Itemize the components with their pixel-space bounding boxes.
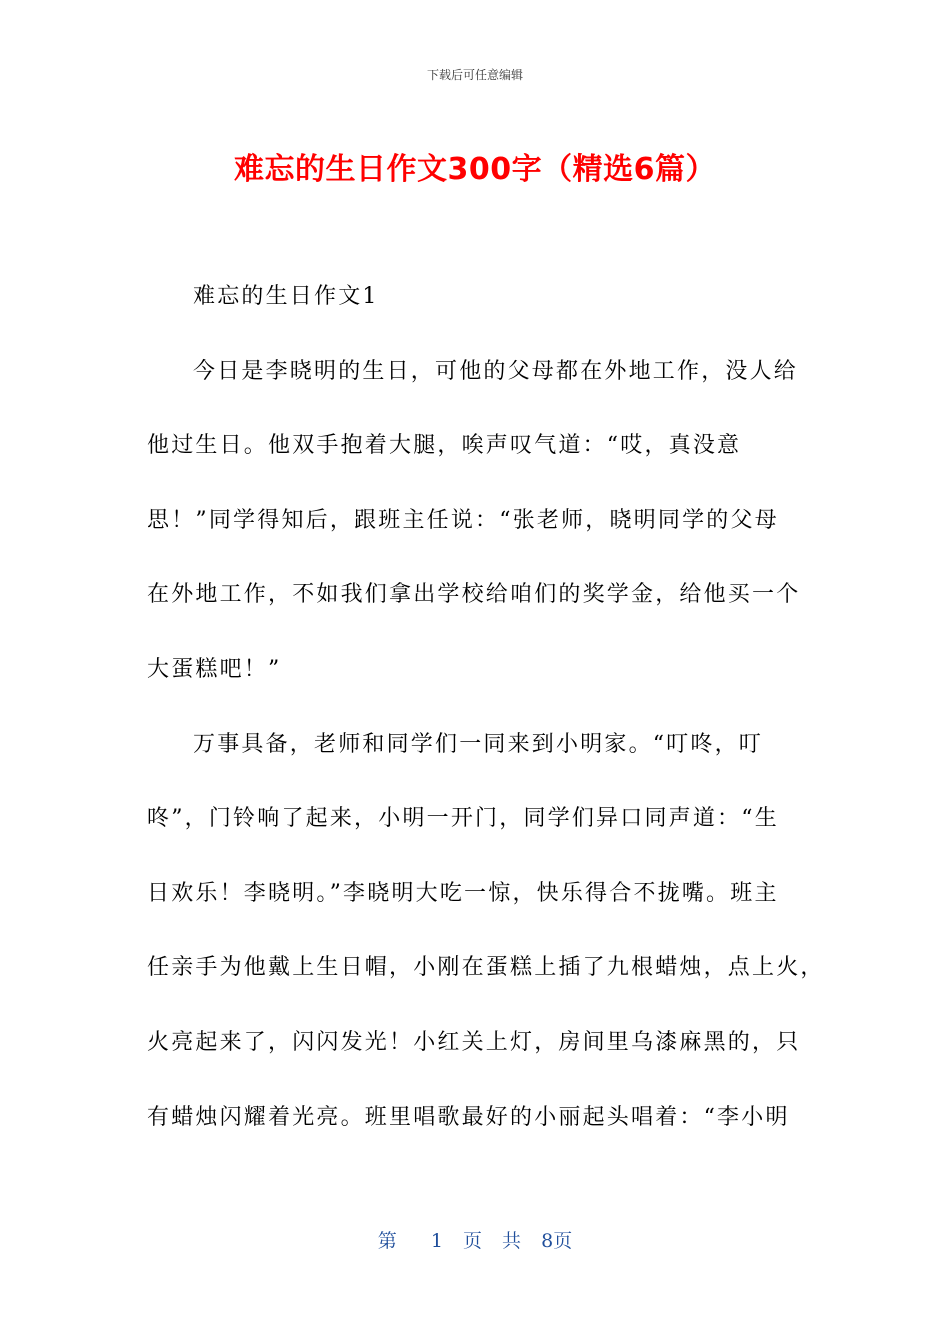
header-note: 下载后可任意编辑: [426, 68, 523, 82]
paragraph-line: 万事具备，老师和同学们一同来到小明家。“叮咚，叮: [193, 731, 764, 757]
page-footer: [0, 1226, 950, 1253]
paragraph-line: 在外地工作，不如我们拿出学校给咱们的奖学金，给他买一个: [147, 582, 801, 608]
document-title: 难忘的生日作文300字（精选6篇）: [234, 152, 716, 187]
paragraph-line: 有蜡烛闪耀着光亮。班里唱歌最好的小丽起头唱着：“李小明: [147, 1104, 790, 1130]
footer-page-label: 页: [462, 1230, 482, 1252]
section-heading: 难忘的生日作文1: [193, 284, 379, 309]
article-body: [147, 277, 825, 1172]
paragraph-line: 日欢乐！李晓明。”李晓明大吃一惊，快乐得合不拢嘴。班主: [147, 880, 779, 906]
paragraph-line: 思！”同学得知后，跟班主任说：“张老师，晓明同学的父母: [147, 507, 779, 533]
footer-prefix: 第: [377, 1230, 397, 1252]
footer-total-pages: 8页: [541, 1230, 573, 1252]
paragraph-line: 火亮起来了，闪闪发光！小红关上灯，房间里乌漆麻黑的，只: [147, 1029, 801, 1055]
paragraph-line: 今日是李晓明的生日，可他的父母都在外地工作，没人给: [193, 358, 799, 384]
footer-page-number: 1: [430, 1230, 443, 1252]
paragraph-line: 大蛋糕吧！”: [147, 656, 282, 682]
paragraph-line: 任亲手为他戴上生日帽，小刚在蛋糕上插了九根蜡烛，点上火，: [147, 955, 825, 981]
paragraph-line: 咚”，门铃响了起来，小明一开门，同学们异口同声道：“生: [147, 806, 779, 832]
paragraph-line: 他过生日。他双手抱着大腿，唉声叹气道：“哎，真没意: [147, 433, 742, 459]
footer-total-prefix: 共: [502, 1230, 522, 1252]
